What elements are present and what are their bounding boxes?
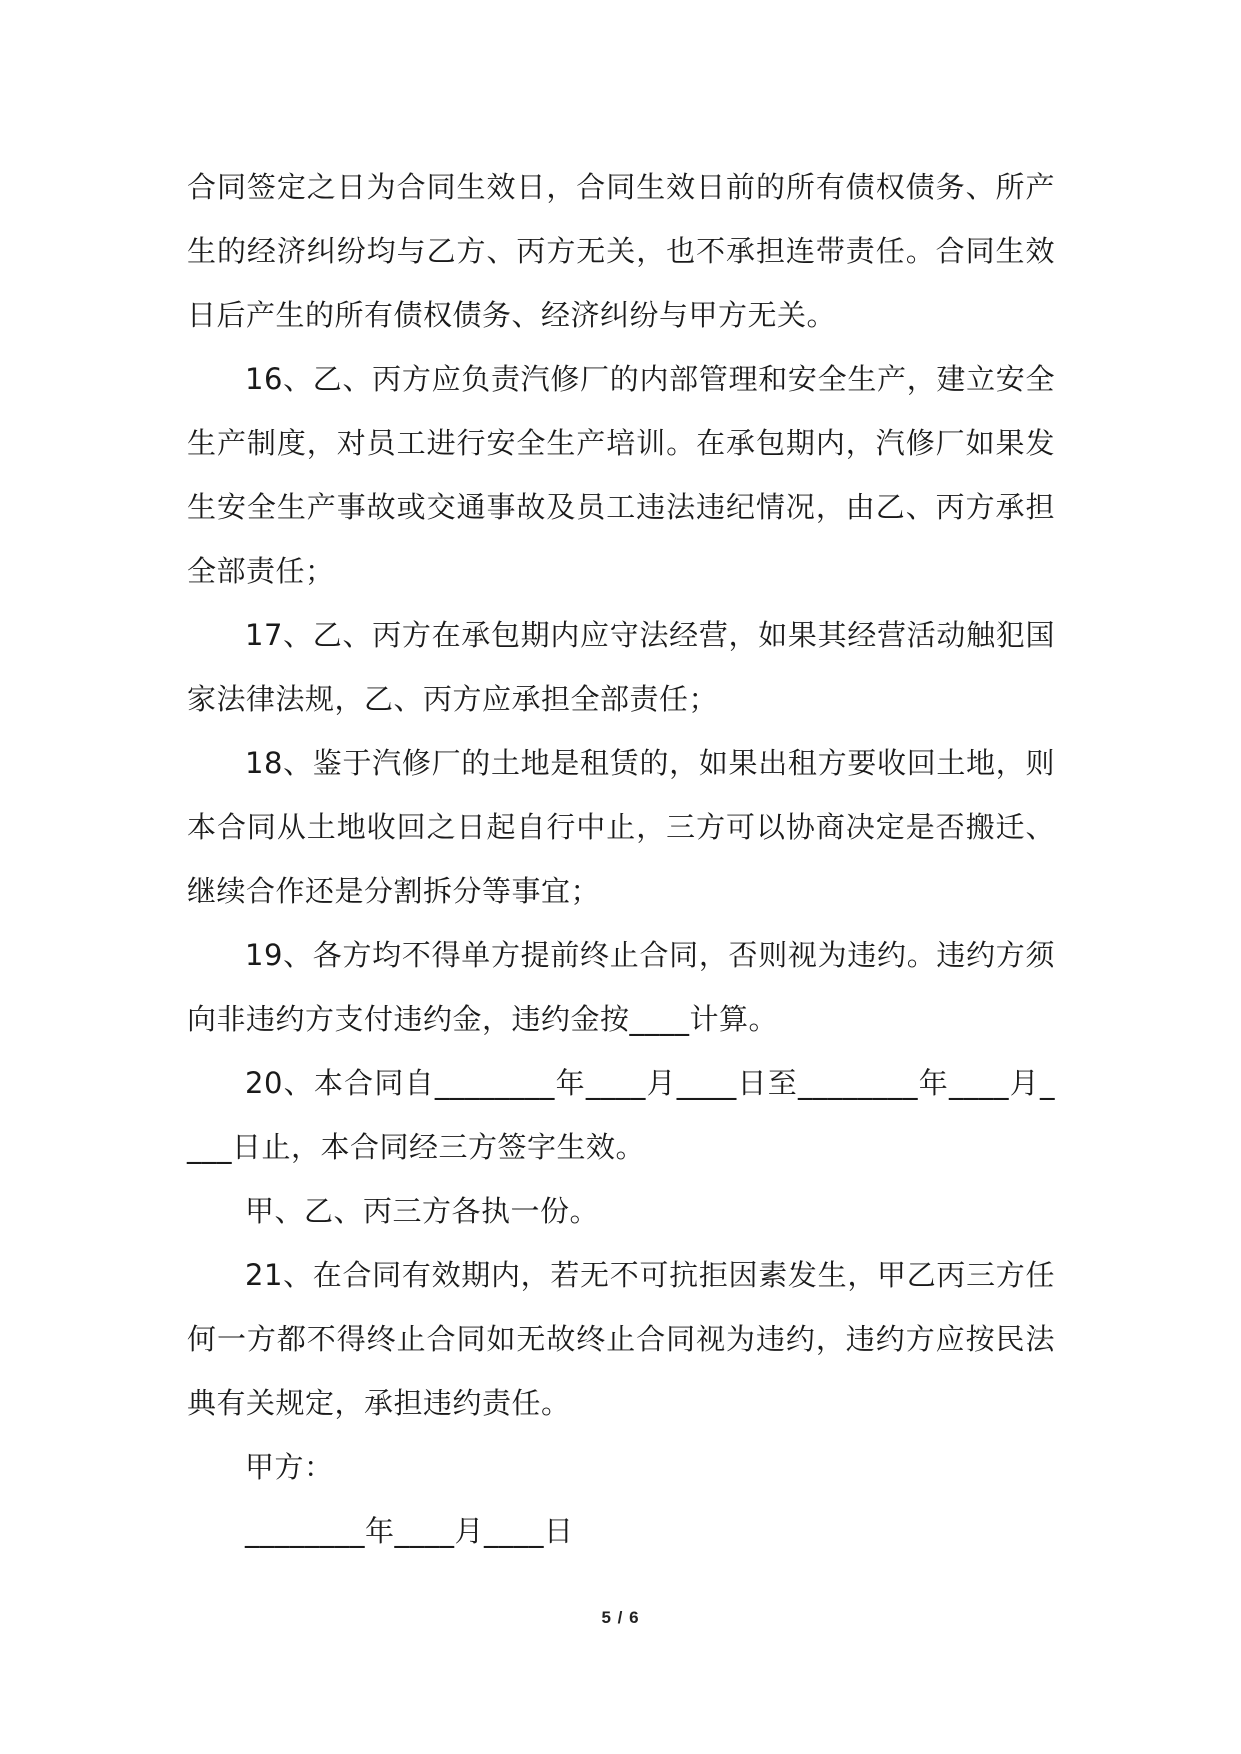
document-body: [187, 155, 1055, 1563]
paragraph-21: 21、在合同有效期内，若无不可抗拒因素发生，甲乙丙三方任何一方都不得终止合同如无故终止合同视为违约，违约方应按民法典有关规定，承担违约责任。: [187, 1258, 1055, 1420]
copies-note: 甲、乙、丙三方各执一份。: [245, 1194, 600, 1228]
party-a-label: 甲方：: [245, 1450, 334, 1484]
signature-date-line: ________年____月____日: [245, 1514, 574, 1548]
paragraph-20: 20、本合同自________年____月____日至________年____月____日止，本合同经三方签字生效。: [187, 1066, 1055, 1164]
page-number: 5 / 6: [601, 1608, 640, 1627]
paragraph-16: 16、乙、丙方应负责汽修厂的内部管理和安全生产，建立安全生产制度，对员工进行安全生产培训。在承包期内，汽修厂如果发生安全生产事故或交通事故及员工违法违纪情况，由乙、丙方承担全部责任；: [187, 362, 1055, 588]
paragraph-15-continuation: 合同签定之日为合同生效日，合同生效日前的所有债权债务、所产生的经济纠纷均与乙方、丙方无关，也不承担连带责任。合同生效日后产生的所有债权债务、经济纠纷与甲方无关。: [187, 170, 1055, 332]
paragraph-17: 17、乙、丙方在承包期内应守法经营，如果其经营活动触犯国家法律法规，乙、丙方应承担全部责任；: [187, 618, 1055, 716]
paragraph-18: 18、鉴于汽修厂的土地是租赁的，如果出租方要收回土地，则本合同从土地收回之日起自行中止，三方可以协商决定是否搬迁、继续合作还是分割拆分等事宜；: [187, 746, 1055, 908]
paragraph-19: 19、各方均不得单方提前终止合同，否则视为违约。违约方须向非违约方支付违约金，违约金按____计算。: [187, 938, 1055, 1036]
